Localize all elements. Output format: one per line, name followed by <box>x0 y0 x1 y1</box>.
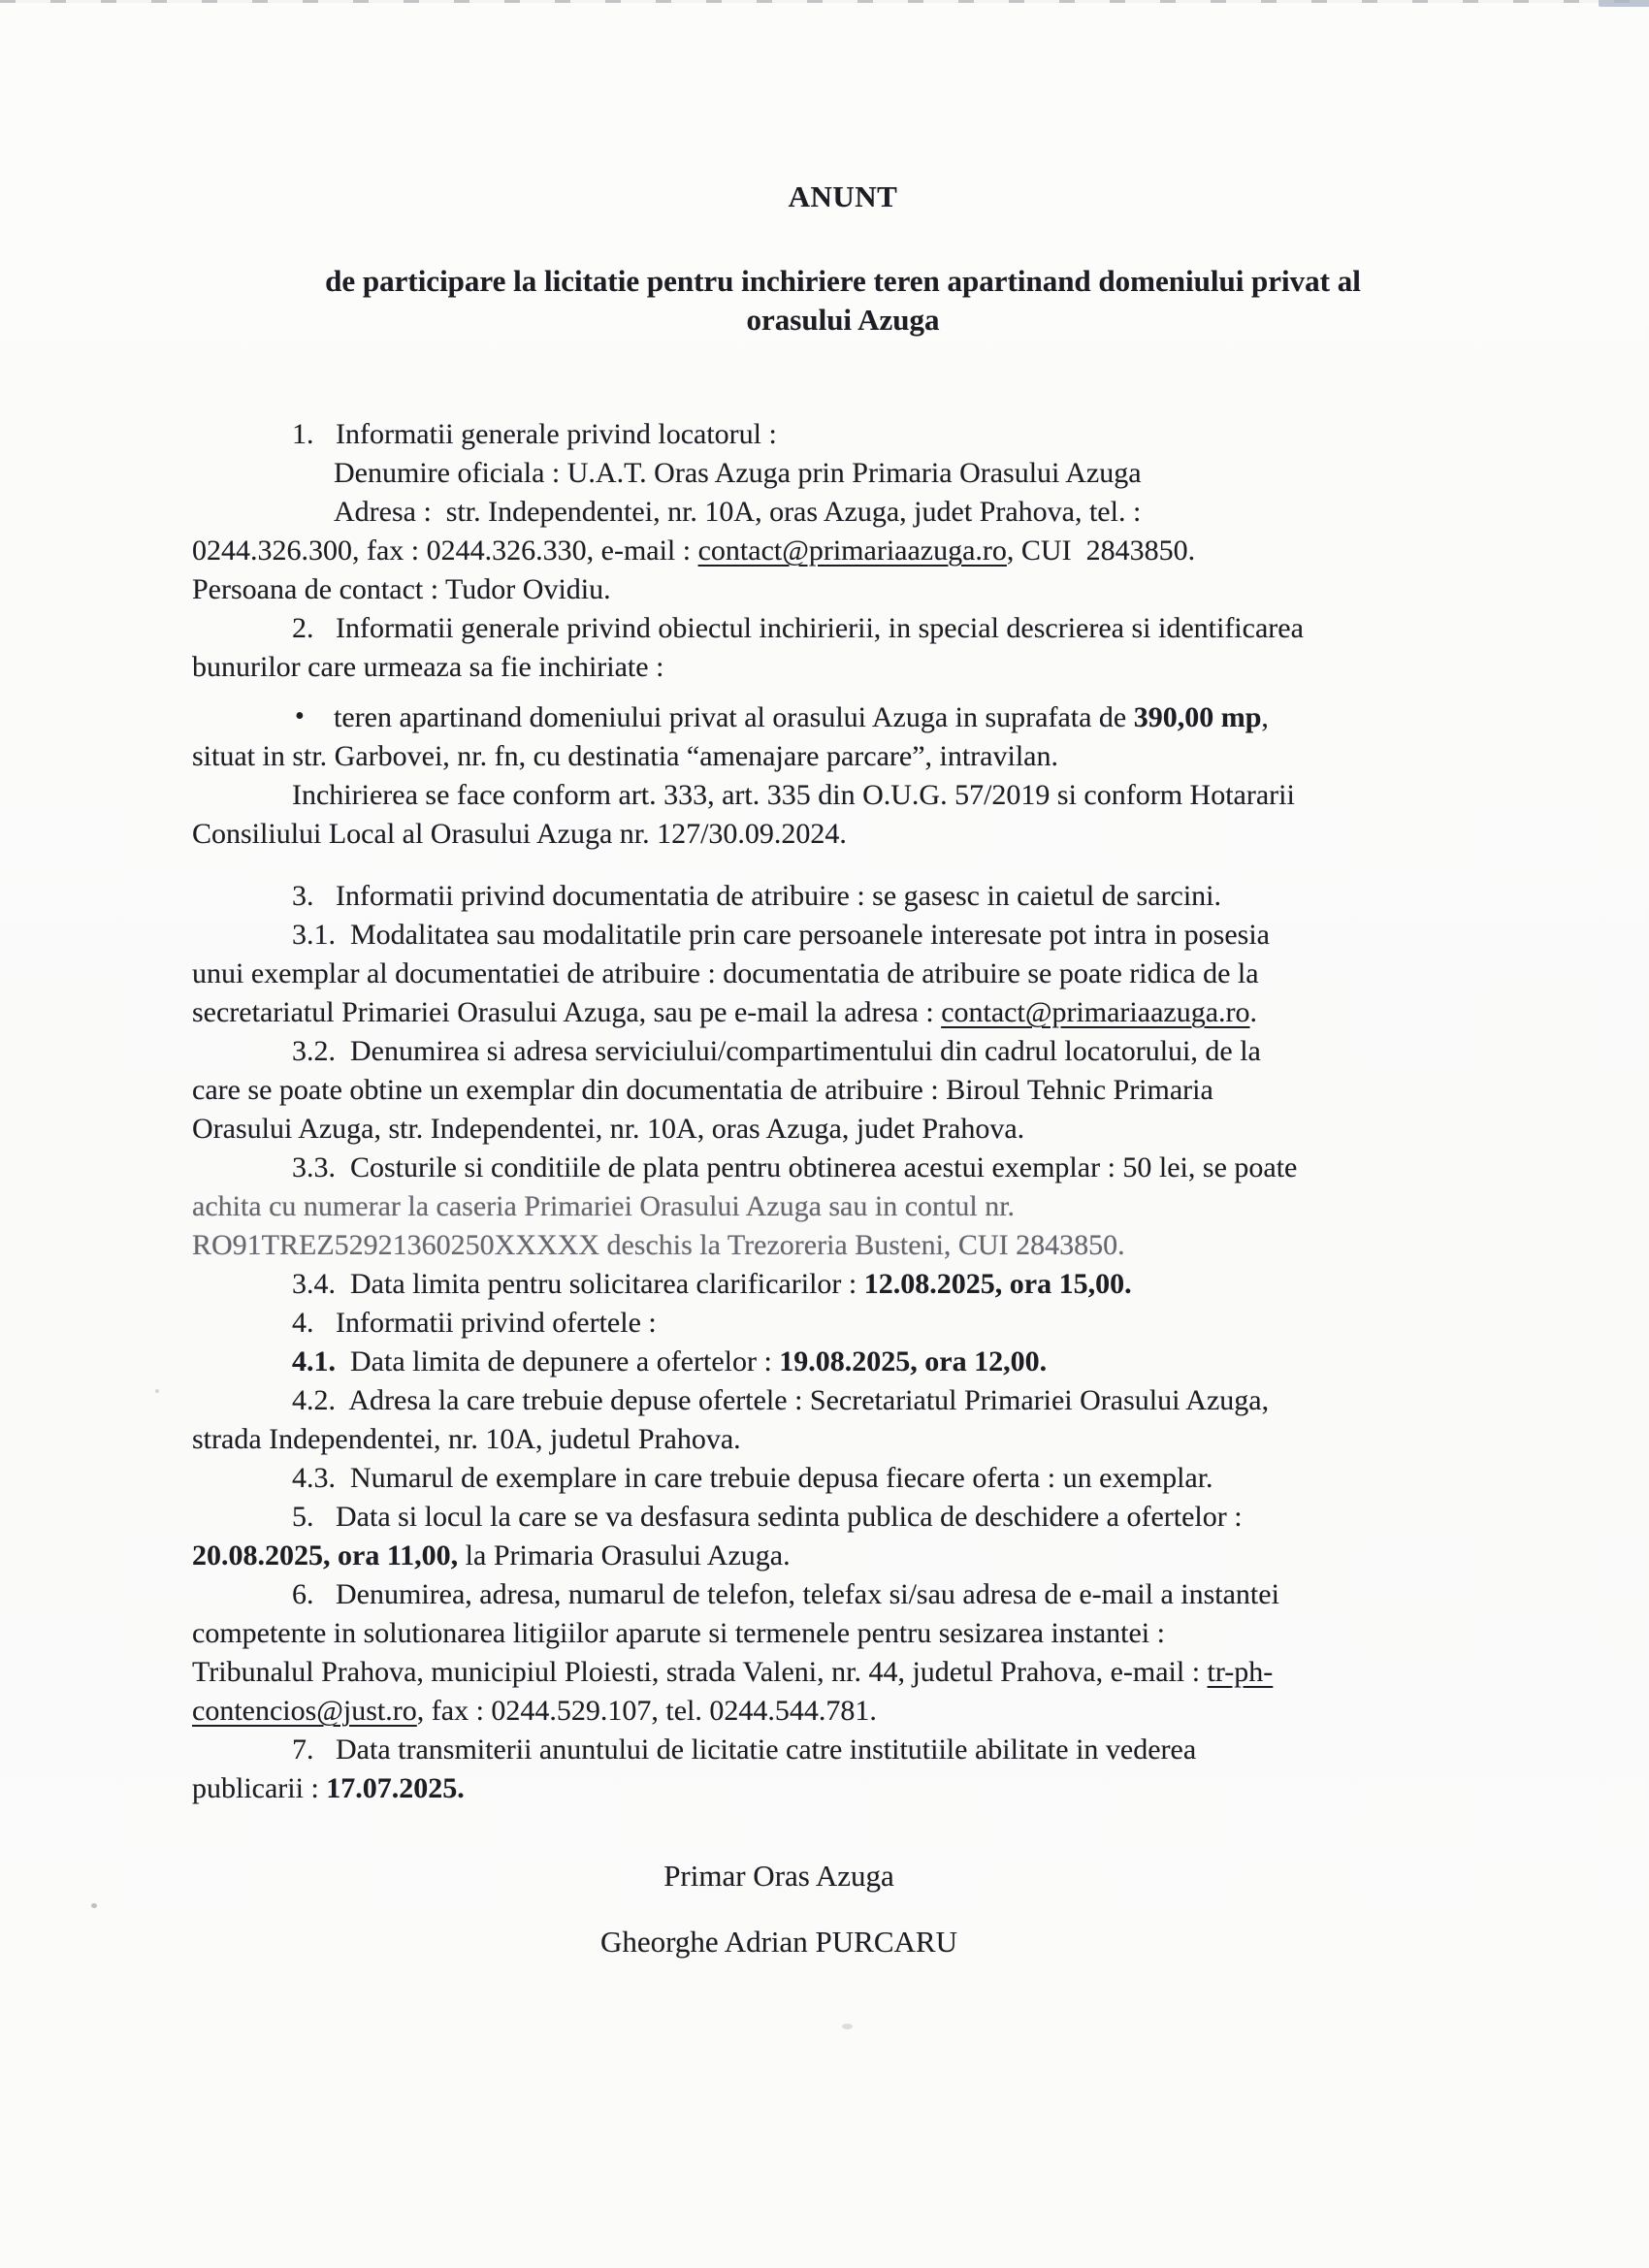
document-line <box>192 1187 1494 1226</box>
document-line <box>192 1149 1494 1187</box>
text-segment: Orasului Azuga, str. Independentei, nr. 10A, oras Azuga, judet Prahova. <box>192 1113 1025 1145</box>
text-segment: , CUI 2843850. <box>1006 535 1196 567</box>
text-segment: , fax : 0244.529.107, tel. 0244.544.781. <box>416 1695 877 1727</box>
document-line <box>192 609 1494 648</box>
underlined-text: tr-ph- <box>1207 1656 1274 1688</box>
text-segment: 19.08.2025, ora 12,00. <box>779 1345 1048 1377</box>
document-line <box>192 1032 1494 1071</box>
text-segment: , <box>1261 701 1269 733</box>
document-line <box>192 1420 1494 1459</box>
text-segment: Tribunalul Prahova, municipiul Ploiesti, strada Valeni, nr. 44, judetul Prahova, e-mail : <box>192 1656 1208 1688</box>
text-segment: teren apartinand domeniului privat al orasului Azuga in suprafata de <box>334 701 1134 733</box>
text-segment: 17.07.2025. <box>326 1772 465 1804</box>
text-segment: 3.3. Costurile si conditiile de plata pentru obtinerea acestui exemplar : 50 lei, se poate <box>292 1151 1298 1183</box>
text-segment: 3.4. Data limita pentru solicitarea clarificarilor : <box>292 1268 864 1300</box>
text-segment: 12.08.2025, ora 15,00. <box>863 1268 1132 1300</box>
text-segment: 4. Informatii privind ofertele : <box>292 1307 657 1339</box>
document-line <box>192 1265 1494 1304</box>
document-line <box>192 916 1494 955</box>
document-line <box>192 570 1494 609</box>
text-segment: publicarii : <box>192 1772 327 1804</box>
document-line <box>192 955 1494 993</box>
text-segment: 0244.326.300, fax : 0244.326.330, e-mail : <box>192 535 698 567</box>
document-line <box>192 415 1494 454</box>
signature-block <box>128 1857 1430 1961</box>
document-line <box>192 1692 1494 1731</box>
document-subtitle <box>192 262 1494 340</box>
text-segment: 20.08.2025, ora 11,00, <box>192 1539 459 1571</box>
scan-corner-artifact <box>1599 0 1649 7</box>
subtitle-line-2: orasului Azuga <box>746 303 940 337</box>
document-line <box>192 737 1494 776</box>
text-segment: RO91TREZ52921360250XXXXX deschis la Trezoreria Busteni, CUI 2843850. <box>192 1229 1125 1261</box>
document-line <box>192 1653 1494 1692</box>
text-segment: 4.3. Numarul de exemplare in care trebuie depusa fiecare oferta : un exemplar. <box>292 1462 1213 1494</box>
subtitle-line-1: de participare la licitatie pentru inchiriere teren apartinand domeniului privat al <box>325 264 1361 298</box>
bullet-list-item <box>192 698 1494 737</box>
document-line <box>192 1459 1494 1498</box>
text-segment: 4.1. <box>292 1345 336 1377</box>
document-line <box>192 1537 1494 1575</box>
text-segment: 6. Denumirea, adresa, numarul de telefon, telefax si/sau adresa de e-mail a instantei <box>292 1578 1279 1610</box>
underlined-text: contact@primariaazuga.ro <box>697 535 1007 567</box>
text-segment: situat in str. Garbovei, nr. fn, cu destinatia “amenajare parcare”, intravilan. <box>192 740 1058 772</box>
text-segment: 2. Informatii generale privind obiectul inchirierii, in special descrierea si identificarea <box>292 612 1304 644</box>
text-segment: 1. Informatii generale privind locatorul : <box>292 418 777 450</box>
text-segment: 3.1. Modalitatea sau modalitatile prin care persoanele interesate pot intra in posesia <box>292 919 1270 951</box>
document-line <box>192 493 1494 532</box>
text-segment: Persoana de contact : Tudor Ovidiu. <box>192 573 611 605</box>
document-line <box>192 1731 1494 1769</box>
document-line <box>192 454 1494 493</box>
text-segment: bunurilor care urmeaza sa fie inchiriate : <box>192 651 664 683</box>
text-segment: 4.2. Adresa la care trebuie depuse ofertele : Secretariatul Primariei Orasului Azuga, <box>292 1384 1270 1416</box>
text-segment: 7. Data transmiterii anuntului de licitatie catre institutiile abilitate in vederea <box>292 1733 1197 1766</box>
underlined-text: contact@primariaazuga.ro <box>941 996 1250 1028</box>
document-title: ANUNT <box>788 179 898 213</box>
document-body <box>192 415 1494 1808</box>
document-line <box>192 532 1494 570</box>
document-line <box>192 1769 1494 1808</box>
text-segment: Adresa : str. Independentei, nr. 10A, oras Azuga, judet Prahova, tel. : <box>334 496 1142 528</box>
text-segment: Denumire oficiala : U.A.T. Oras Azuga prin Primaria Orasului Azuga <box>334 457 1142 489</box>
text-segment: 3.2. Denumirea si adresa serviciului/compartimentului din cadrul locatorului, de la <box>292 1035 1261 1067</box>
document-line <box>192 993 1494 1032</box>
document-line <box>192 1304 1494 1343</box>
text-segment: care se poate obtine un exemplar din documentatia de atribuire : Biroul Tehnic Primaria <box>192 1074 1213 1106</box>
document-line <box>192 1343 1494 1381</box>
underlined-text: contencios@just.ro <box>192 1695 417 1727</box>
document-line <box>192 1614 1494 1653</box>
text-segment: strada Independentei, nr. 10A, judetul Prahova. <box>192 1423 741 1455</box>
text-segment: secretariatul Primariei Orasului Azuga, sau pe e-mail la adresa : <box>192 996 942 1028</box>
scan-speck <box>842 2024 853 2029</box>
signature-role: Primar Oras Azuga <box>663 1859 894 1893</box>
text-segment: competente in solutionarea litigiilor aparute si termenele pentru sesizarea instantei : <box>192 1617 1165 1649</box>
document-line <box>192 1498 1494 1537</box>
text-segment: unui exemplar al documentatiei de atribuire : documentatia de atribuire se poate ridica de la <box>192 957 1259 989</box>
document-line <box>192 1381 1494 1420</box>
document-line <box>192 877 1494 916</box>
scan-speck <box>155 1389 159 1393</box>
scan-edge-artifact <box>0 0 1649 3</box>
text-segment: 3. Informatii privind documentatia de atribuire : se gasesc in caietul de sarcini. <box>292 880 1222 912</box>
text-segment: 5. Data si locul la care se va desfasura sedinta publica de deschidere a ofertelor : <box>292 1501 1243 1533</box>
scan-speck <box>91 1903 97 1908</box>
text-segment: Consiliului Local al Orasului Azuga nr. 127/30.09.2024. <box>192 818 847 850</box>
text-segment: Inchirierea se face conform art. 333, art. 335 din O.U.G. 57/2019 si conform Hotararii <box>292 779 1295 811</box>
document-line <box>192 776 1494 815</box>
document-line <box>192 1071 1494 1110</box>
document-line <box>192 1226 1494 1265</box>
document-line <box>192 815 1494 854</box>
text-segment: la Primaria Orasului Azuga. <box>458 1539 791 1571</box>
text-segment: Data limita de depunere a ofertelor : <box>336 1345 780 1377</box>
text-segment: achita cu numerar la caseria Primariei Orasului Azuga sau in contul nr. <box>192 1190 1016 1222</box>
signature-name: Gheorghe Adrian PURCARU <box>600 1925 957 1959</box>
bullet-icon: • <box>295 701 305 731</box>
document-line <box>192 648 1494 687</box>
document-line <box>192 1575 1494 1614</box>
document-line <box>192 1110 1494 1149</box>
text-segment: 390,00 mp <box>1133 701 1262 733</box>
text-segment: . <box>1249 996 1257 1028</box>
